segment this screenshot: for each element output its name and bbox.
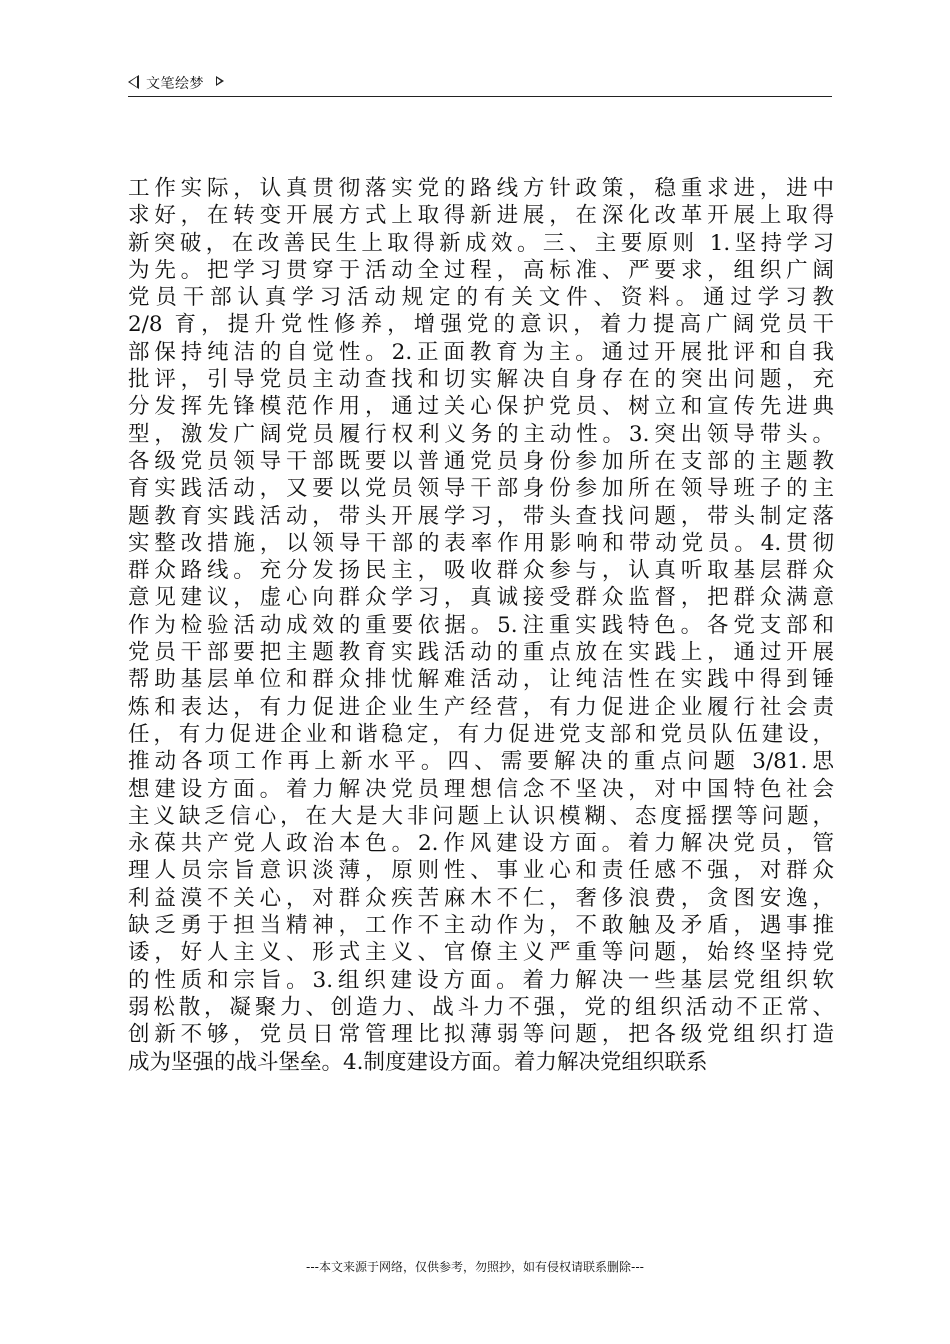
text-line: 弱松散，凝聚力、创造力、战斗力不强，党的组织活动不正常、	[128, 994, 834, 1020]
text-line: 工作实际，认真贯彻落实党的路线方针政策，稳重求进，进中	[128, 176, 834, 201]
text-line: 2/8 育，提升党性修养，增强党的意识，着力提高广阔党员干	[128, 312, 834, 338]
page-header	[128, 70, 832, 97]
footer-disclaimer: ---本文来源于网络，仅供参考，勿照抄，如有侵权请联系删除---	[306, 1260, 644, 1274]
text-line: 育实践活动，又要以党员领导干部身份参加所在领导班子的主	[128, 476, 834, 502]
text-line: 利益漠不关心，对群众疾苦麻木不仁，奢侈浪费，贪图安逸，	[128, 885, 834, 911]
text-line: 炼和表达，有力促进企业生产经营，有力促进企业履行社会责	[128, 694, 834, 720]
text-line: 批评，引导党员主动查找和切实解决自身存在的突出问题，充	[128, 367, 834, 393]
triangle-right-icon	[216, 76, 224, 86]
text-line: 求好，在转变开展方式上取得新进展，在深化改革开展上取得	[128, 203, 834, 229]
text-line: 帮助基层单位和群众排忧解难活动，让纯洁性在实践中得到锤	[128, 667, 834, 693]
triangle-left-icon	[128, 75, 139, 89]
text-line: 创新不够，党员日常管理比拟薄弱等问题，把各级党组织打造	[128, 1022, 834, 1048]
text-line: 缺乏勇于担当精神，工作不主动作为，不敢触及矛盾，遇事推	[128, 913, 834, 939]
text-line: 型，激发广阔党员履行权利义务的主动性。3.突出领导带头。	[128, 421, 834, 447]
text-line: 想建设方面。着力解决党员理想信念不坚决，对中国特色社会	[128, 776, 834, 802]
text-line: 任，有力促进企业和谐稳定，有力促进党支部和党员队伍建设，	[128, 721, 834, 747]
text-line: 成为坚强的战斗堡垒。4.制度建设方面。着力解决党组织联系	[128, 1049, 708, 1075]
text-line: 推动各项工作再上新水平。四、需要解决的重点问题 3/81.思	[128, 749, 834, 775]
text-line: 群众路线。充分发扬民主，吸收群众参与，认真听取基层群众	[128, 558, 834, 584]
text-line: 的性质和宗旨。3.组织建设方面。着力解决一些基层党组织软	[128, 967, 834, 993]
text-line: 理人员宗旨意识淡薄，原则性、事业心和责任感不强，对群众	[128, 858, 834, 884]
text-line: 各级党员领导干部既要以普通党员身份参加所在支部的主题教	[128, 448, 834, 474]
text-line: 意见建议，虚心向群众学习，真诚接受群众监督，把群众满意	[128, 585, 834, 611]
document-body	[128, 175, 834, 1076]
text-line: 永葆共产党人政治本色。2.作风建设方面。着力解决党员，管	[128, 831, 834, 857]
text-line: 部保持纯洁的自觉性。2.正面教育为主。通过开展批评和自我	[128, 339, 834, 365]
text-line: 党员干部要把主题教育实践活动的重点放在实践上，通过开展	[128, 640, 834, 666]
text-line: 题教育实践活动，带头开展学习，带头查找问题，带头制定落	[128, 503, 834, 529]
header-brand: 文笔绘梦	[146, 76, 204, 92]
text-line: 诿，好人主义、形式主义、官僚主义严重等问题，始终坚持党	[128, 940, 834, 966]
text-line: 作为检验活动成效的重要依据。5.注重实践特色。各党支部和	[128, 612, 834, 638]
text-line: 主义缺乏信心，在大是大非问题上认识模糊、态度摇摆等问题，	[128, 803, 834, 829]
text-line: 党员干部认真学习活动规定的有关文件、资料。通过学习教	[128, 285, 834, 311]
text-line: 实整改措施，以领导干部的表率作用影响和带动党员。4.贯彻	[128, 530, 834, 556]
text-line: 为先。把学习贯穿于活动全过程，高标准、严要求，组织广阔	[128, 257, 834, 283]
text-line: 新突破，在改善民生上取得新成效。三、主要原则 1.坚持学习	[128, 230, 834, 256]
text-line: 分发挥先锋模范作用，通过关心保护党员、树立和宣传先进典	[128, 394, 834, 420]
